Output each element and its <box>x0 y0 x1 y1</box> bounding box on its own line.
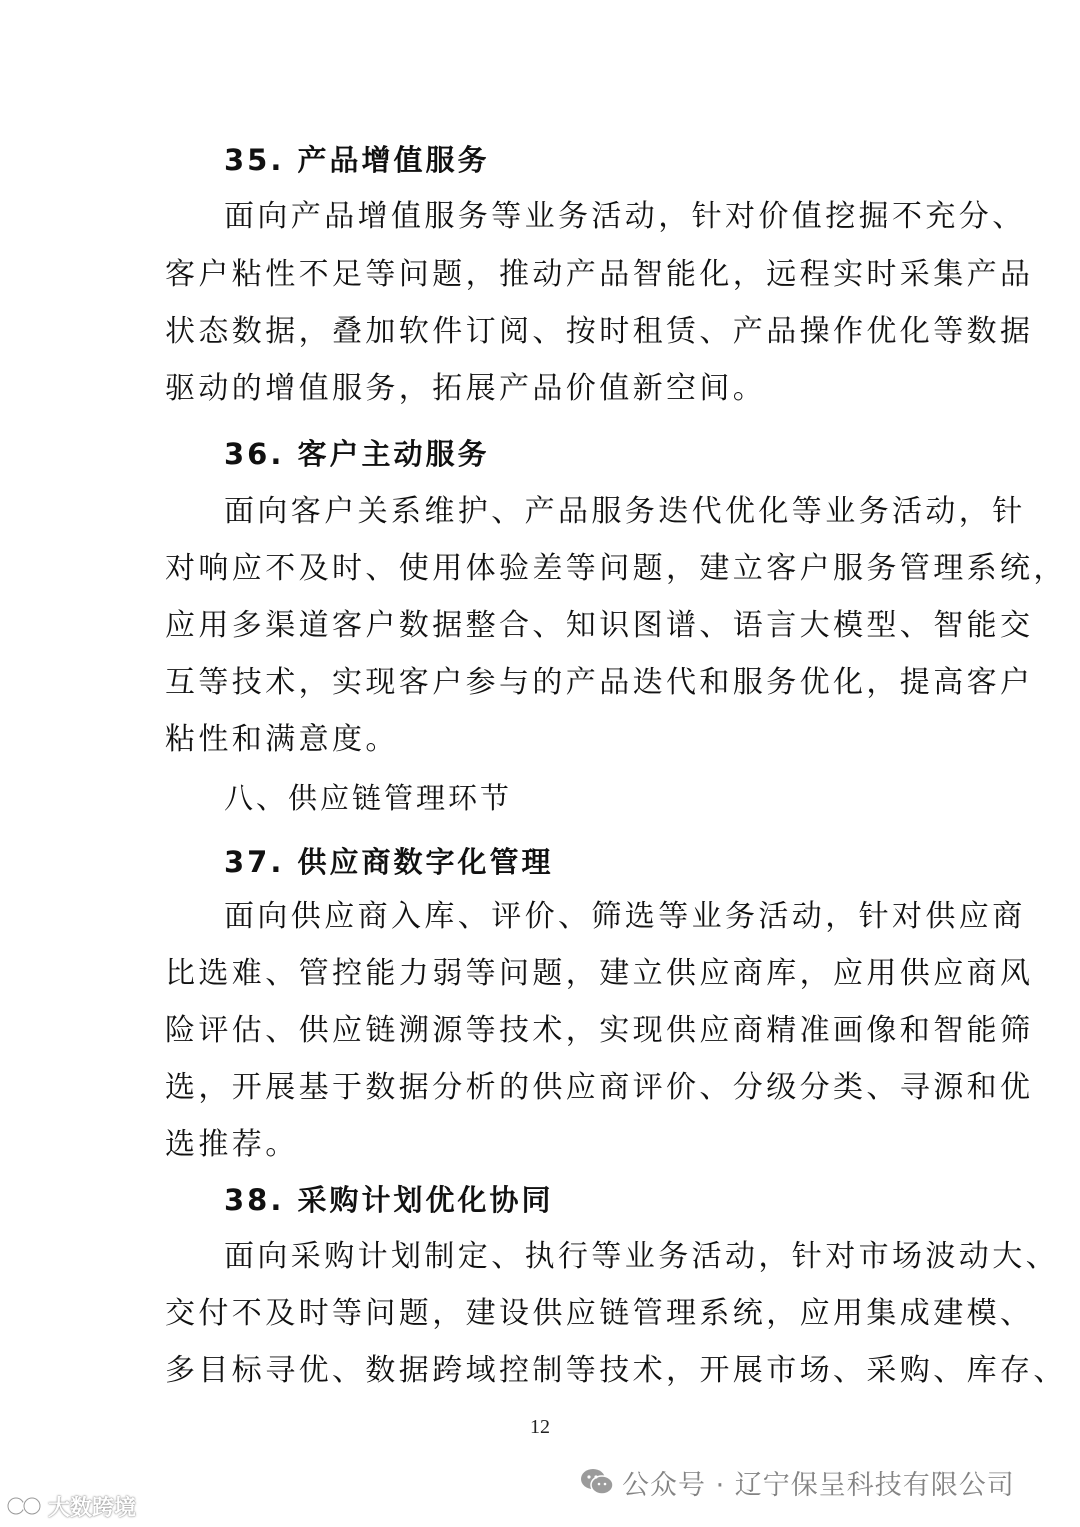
paragraph-line: 对响应不及时、使用体验差等问题，建立客户服务管理系统， <box>165 551 1067 586</box>
paragraph-line: 多目标寻优、数据跨域控制等技术，开展市场、采购、库存、 <box>165 1353 1067 1388</box>
paragraph-line: 选，开展基于数据分析的供应商评价、分级分类、寻源和优 <box>165 1070 1034 1105</box>
heading-38: 38. 采购计划优化协同 <box>224 1183 554 1217</box>
paragraph-line: 险评估、供应链溯源等技术，实现供应商精准画像和智能筛 <box>165 1013 1034 1048</box>
paragraph-line: 粘性和满意度。 <box>165 722 399 757</box>
chapter-heading: 八、供应链管理环节 <box>224 781 513 815</box>
paragraph-line: 驱动的增值服务，拓展产品价值新空间。 <box>165 371 767 406</box>
paragraph-line: 选推荐。 <box>165 1127 299 1162</box>
wechat-icon <box>580 1467 614 1497</box>
watermark-text: 公众号 · 辽宁保呈科技有限公司 <box>622 1469 1015 1501</box>
paragraph-line: 面向供应商入库、评价、筛选等业务活动，针对供应商 <box>224 899 1026 934</box>
paragraph-line: 面向客户关系维护、产品服务迭代优化等业务活动，针 <box>224 494 1026 529</box>
paragraph-line: 状态数据，叠加软件订阅、按时租赁、产品操作优化等数据 <box>165 314 1034 349</box>
paragraph-line: 比选难、管控能力弱等问题，建立供应商库，应用供应商风 <box>165 956 1034 991</box>
heading-35: 35. 产品增值服务 <box>224 143 490 177</box>
paragraph-line: 应用多渠道客户数据整合、知识图谱、语言大模型、智能交 <box>165 608 1034 643</box>
corner-watermark <box>6 1489 136 1523</box>
paragraph-line: 面向采购计划制定、执行等业务活动，针对市场波动大、 <box>224 1239 1059 1274</box>
paragraph-line: 交付不及时等问题，建设供应链管理系统，应用集成建模、 <box>165 1296 1034 1331</box>
heading-36: 36. 客户主动服务 <box>224 437 490 471</box>
page-number: 12 <box>530 1416 550 1438</box>
wechat-watermark <box>580 1462 1015 1502</box>
paragraph-line: 面向产品增值服务等业务活动，针对价值挖掘不充分、 <box>224 199 1026 234</box>
corner-watermark-text: 大数跨境 <box>48 1495 137 1521</box>
paragraph-line: 客户粘性不足等问题，推动产品智能化，远程实时采集产品 <box>165 257 1034 292</box>
paragraph-line: 互等技术，实现客户参与的产品迭代和服务优化，提高客户 <box>165 665 1034 700</box>
logo-icon <box>6 1495 44 1517</box>
heading-37: 37. 供应商数字化管理 <box>224 845 554 879</box>
